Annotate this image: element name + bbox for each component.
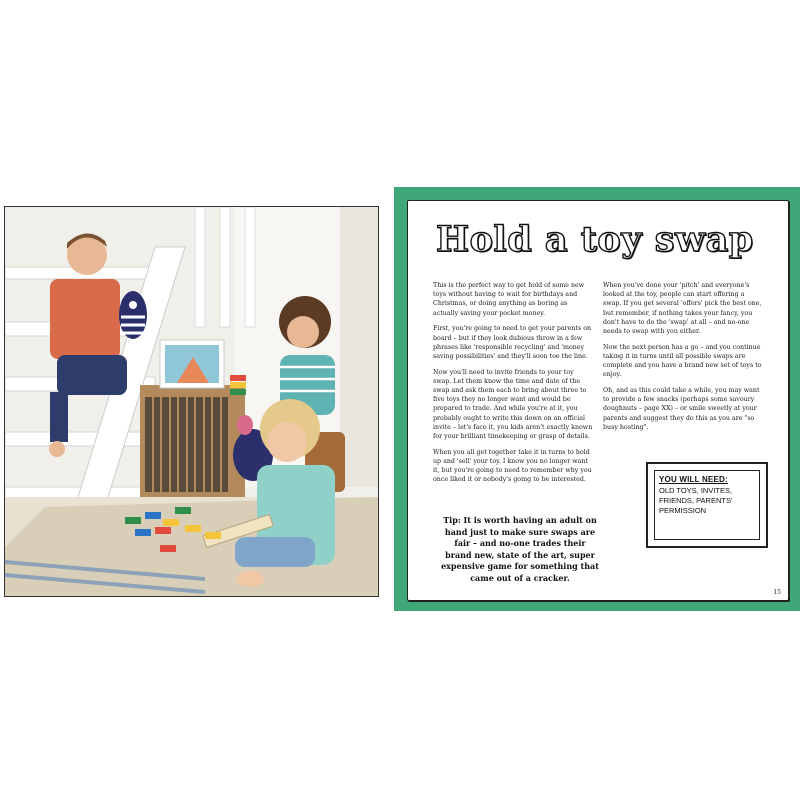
paragraph: Now you'll need to invite friends to your toy swap. Let them know the time and date of the swap and ask them each to bring about three to five toys they no longer want and would be prepared to trade. And while you're at it, you probably ought to write this down on an official invite – let's face it, you kids aren't exactly known for your brilliant timekeeping or grasp of details. bbox=[433, 368, 593, 441]
you-will-need-heading: YOU WILL NEED: bbox=[659, 475, 728, 484]
you-will-need-inner-frame bbox=[654, 470, 760, 540]
paragraph: When you all get together take it in turns to hold up and 'sell' your toy. I know you no longer want it, but you're going to need to remember why you once liked it or nobody's going to be interested. bbox=[433, 448, 592, 484]
paragraph: When you've done your 'pitch' and everyone's looked at the toy, people can start offering a swap. If you get several 'offers' pick the best one, but remember, if nothing takes your fancy, you don't have to do the 'swap' at all – and no-one needs to swap with you either. bbox=[603, 282, 762, 336]
text-column-right bbox=[603, 281, 763, 439]
page-title: Hold a toy swap bbox=[436, 219, 754, 260]
paragraph: This is the perfect way to get hold of some new toys without having to wait for birthdays and Christmas, or doing anything as boring as actually saving your pocket money. bbox=[433, 282, 585, 317]
page-number: 15 bbox=[773, 589, 781, 596]
paragraph: First, you're going to need to get your parents on board – but if they look dubious throw in a few phrases like 'responsible recycling' and 'money saving possibilities' and they'll soon toe the line. bbox=[433, 325, 592, 360]
paragraph: Oh, and as this could take a while, you may want to provide a few snacks (perhaps some savoury doughnuts – page XX) – or smile sweetly at your parents and suggest they do this as you are "so busy hosting". bbox=[603, 387, 760, 431]
text-column-left bbox=[433, 281, 593, 491]
content-panel bbox=[407, 200, 789, 601]
book-page-frame bbox=[394, 187, 800, 611]
you-will-need-items: OLD TOYS, INVITES, FRIENDS, PARENTS' PERMISSION bbox=[659, 486, 733, 515]
you-will-need-box bbox=[646, 462, 768, 548]
paragraph: Now the next person has a go – and you continue taking it in turns until all possible swaps are complete and you have a brand new set of toys to enjoy. bbox=[603, 343, 762, 379]
children-toy-swap-photo bbox=[4, 206, 379, 597]
tip-callout: Tip: It is worth having an adult on hand just to make sure swaps are fair – and no-one trades their brand new, state of the art, super expensive game for something that came out of a cracker. bbox=[441, 515, 599, 583]
photo-illustration bbox=[5, 207, 378, 596]
